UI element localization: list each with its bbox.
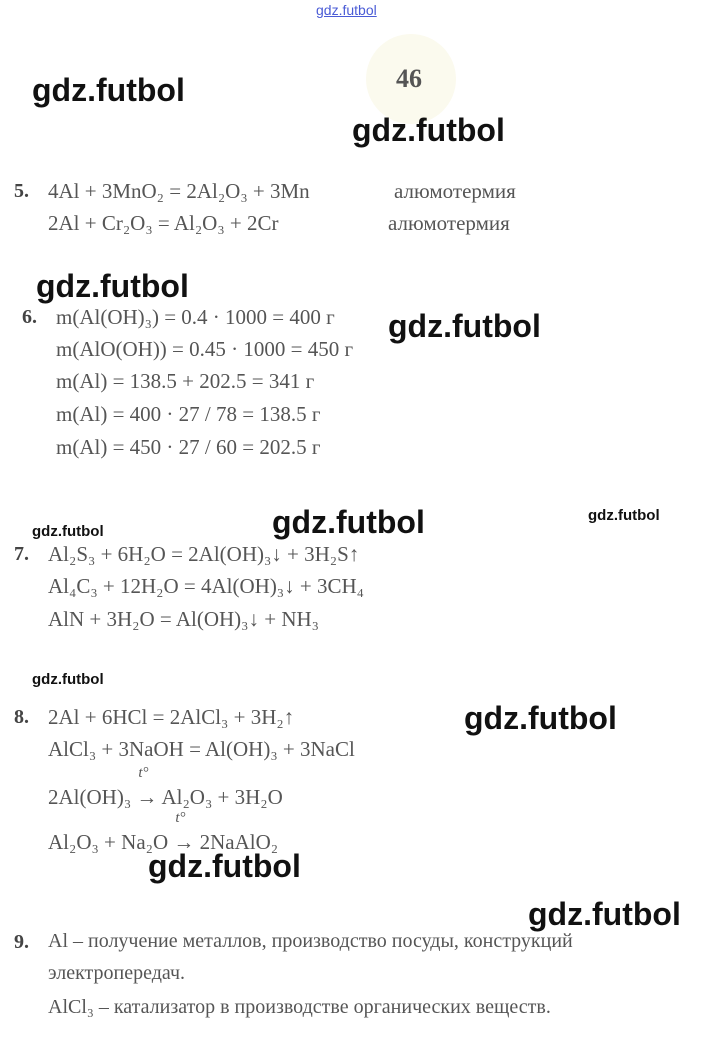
problem-number: 5.: [14, 180, 29, 202]
equation-line: [48, 765, 283, 810]
equation-line: 4Al + 3MnO₂ = 2Al₂O₃ + 3Mn: [48, 179, 310, 203]
heat-label: t°: [175, 810, 186, 826]
watermark: gdz.futbol: [352, 112, 505, 148]
equation-line: 2Al + Cr₂O₃ = Al₂O₃ + 2Cr: [48, 211, 279, 235]
watermark: gdz.futbol: [272, 504, 425, 540]
watermark: gdz.futbol: [32, 671, 104, 688]
watermark: gdz.futbol: [588, 507, 660, 524]
watermark: gdz.futbol: [464, 700, 617, 736]
equation-line: Al₄C₃ + 12H₂O = 4Al(OH)₃↓ + 3CH₄: [48, 574, 364, 598]
problem-number: 6.: [22, 306, 37, 328]
products: Al₂O₃ + 3H₂O: [161, 785, 283, 809]
reactants: 2Al(OH)₃: [48, 785, 132, 809]
equation-line: 2Al + 6HCl = 2AlCl₃ + 3H₂↑: [48, 705, 295, 729]
reactants: Al₂O₃ + Na₂O: [48, 830, 169, 854]
equation-line: m(Al) = 400 · 27 / 78 = 138.5 г: [56, 402, 321, 426]
problem-number: 9.: [14, 931, 29, 953]
watermark: gdz.futbol: [32, 72, 185, 108]
problem-number: 8.: [14, 706, 29, 728]
arrow-icon: →: [173, 830, 195, 854]
equation-line: m(Al) = 138.5 + 202.5 = 341 г: [56, 369, 315, 393]
equation-line: m(Al) = 450 · 27 / 60 = 202.5 г: [56, 435, 321, 459]
watermark: gdz.futbol: [32, 523, 104, 540]
text-line: Al – получение металлов, производство посуды, конструкций: [48, 930, 573, 952]
watermark-link-top[interactable]: gdz.futbol: [316, 2, 377, 18]
products: 2NaAlO₂: [199, 830, 279, 854]
arrow-icon: →: [136, 785, 158, 809]
watermark: gdz.futbol: [388, 308, 541, 344]
text-line: AlCl₃ – катализатор в производстве органических веществ.: [48, 996, 551, 1018]
equation-line: m(Al(OH)₃) = 0.4 · 1000 = 400 г: [56, 305, 335, 329]
watermark: gdz.futbol: [36, 268, 189, 304]
heat-arrow: [136, 765, 158, 810]
equation-line: Al₂S₃ + 6H₂O = 2Al(OH)₃↓ + 3H₂S↑: [48, 542, 360, 566]
watermark: gdz.futbol: [528, 896, 681, 932]
heat-label: t°: [138, 765, 149, 781]
equation-line: m(AlO(OH)) = 0.45 · 1000 = 450 г: [56, 337, 354, 361]
text-line: электропередач.: [48, 962, 186, 984]
problem-number: 7.: [14, 543, 29, 565]
equation-note: алюмотермия: [388, 211, 510, 235]
equation-line: AlCl₃ + 3NaOH = Al(OH)₃ + 3NaCl: [48, 737, 355, 761]
equation-line: AlN + 3H₂O = Al(OH)₃↓ + NH₃: [48, 607, 319, 631]
watermark: gdz.futbol: [148, 848, 301, 884]
equation-note: алюмотермия: [394, 179, 516, 203]
page-number: 46: [396, 64, 422, 93]
